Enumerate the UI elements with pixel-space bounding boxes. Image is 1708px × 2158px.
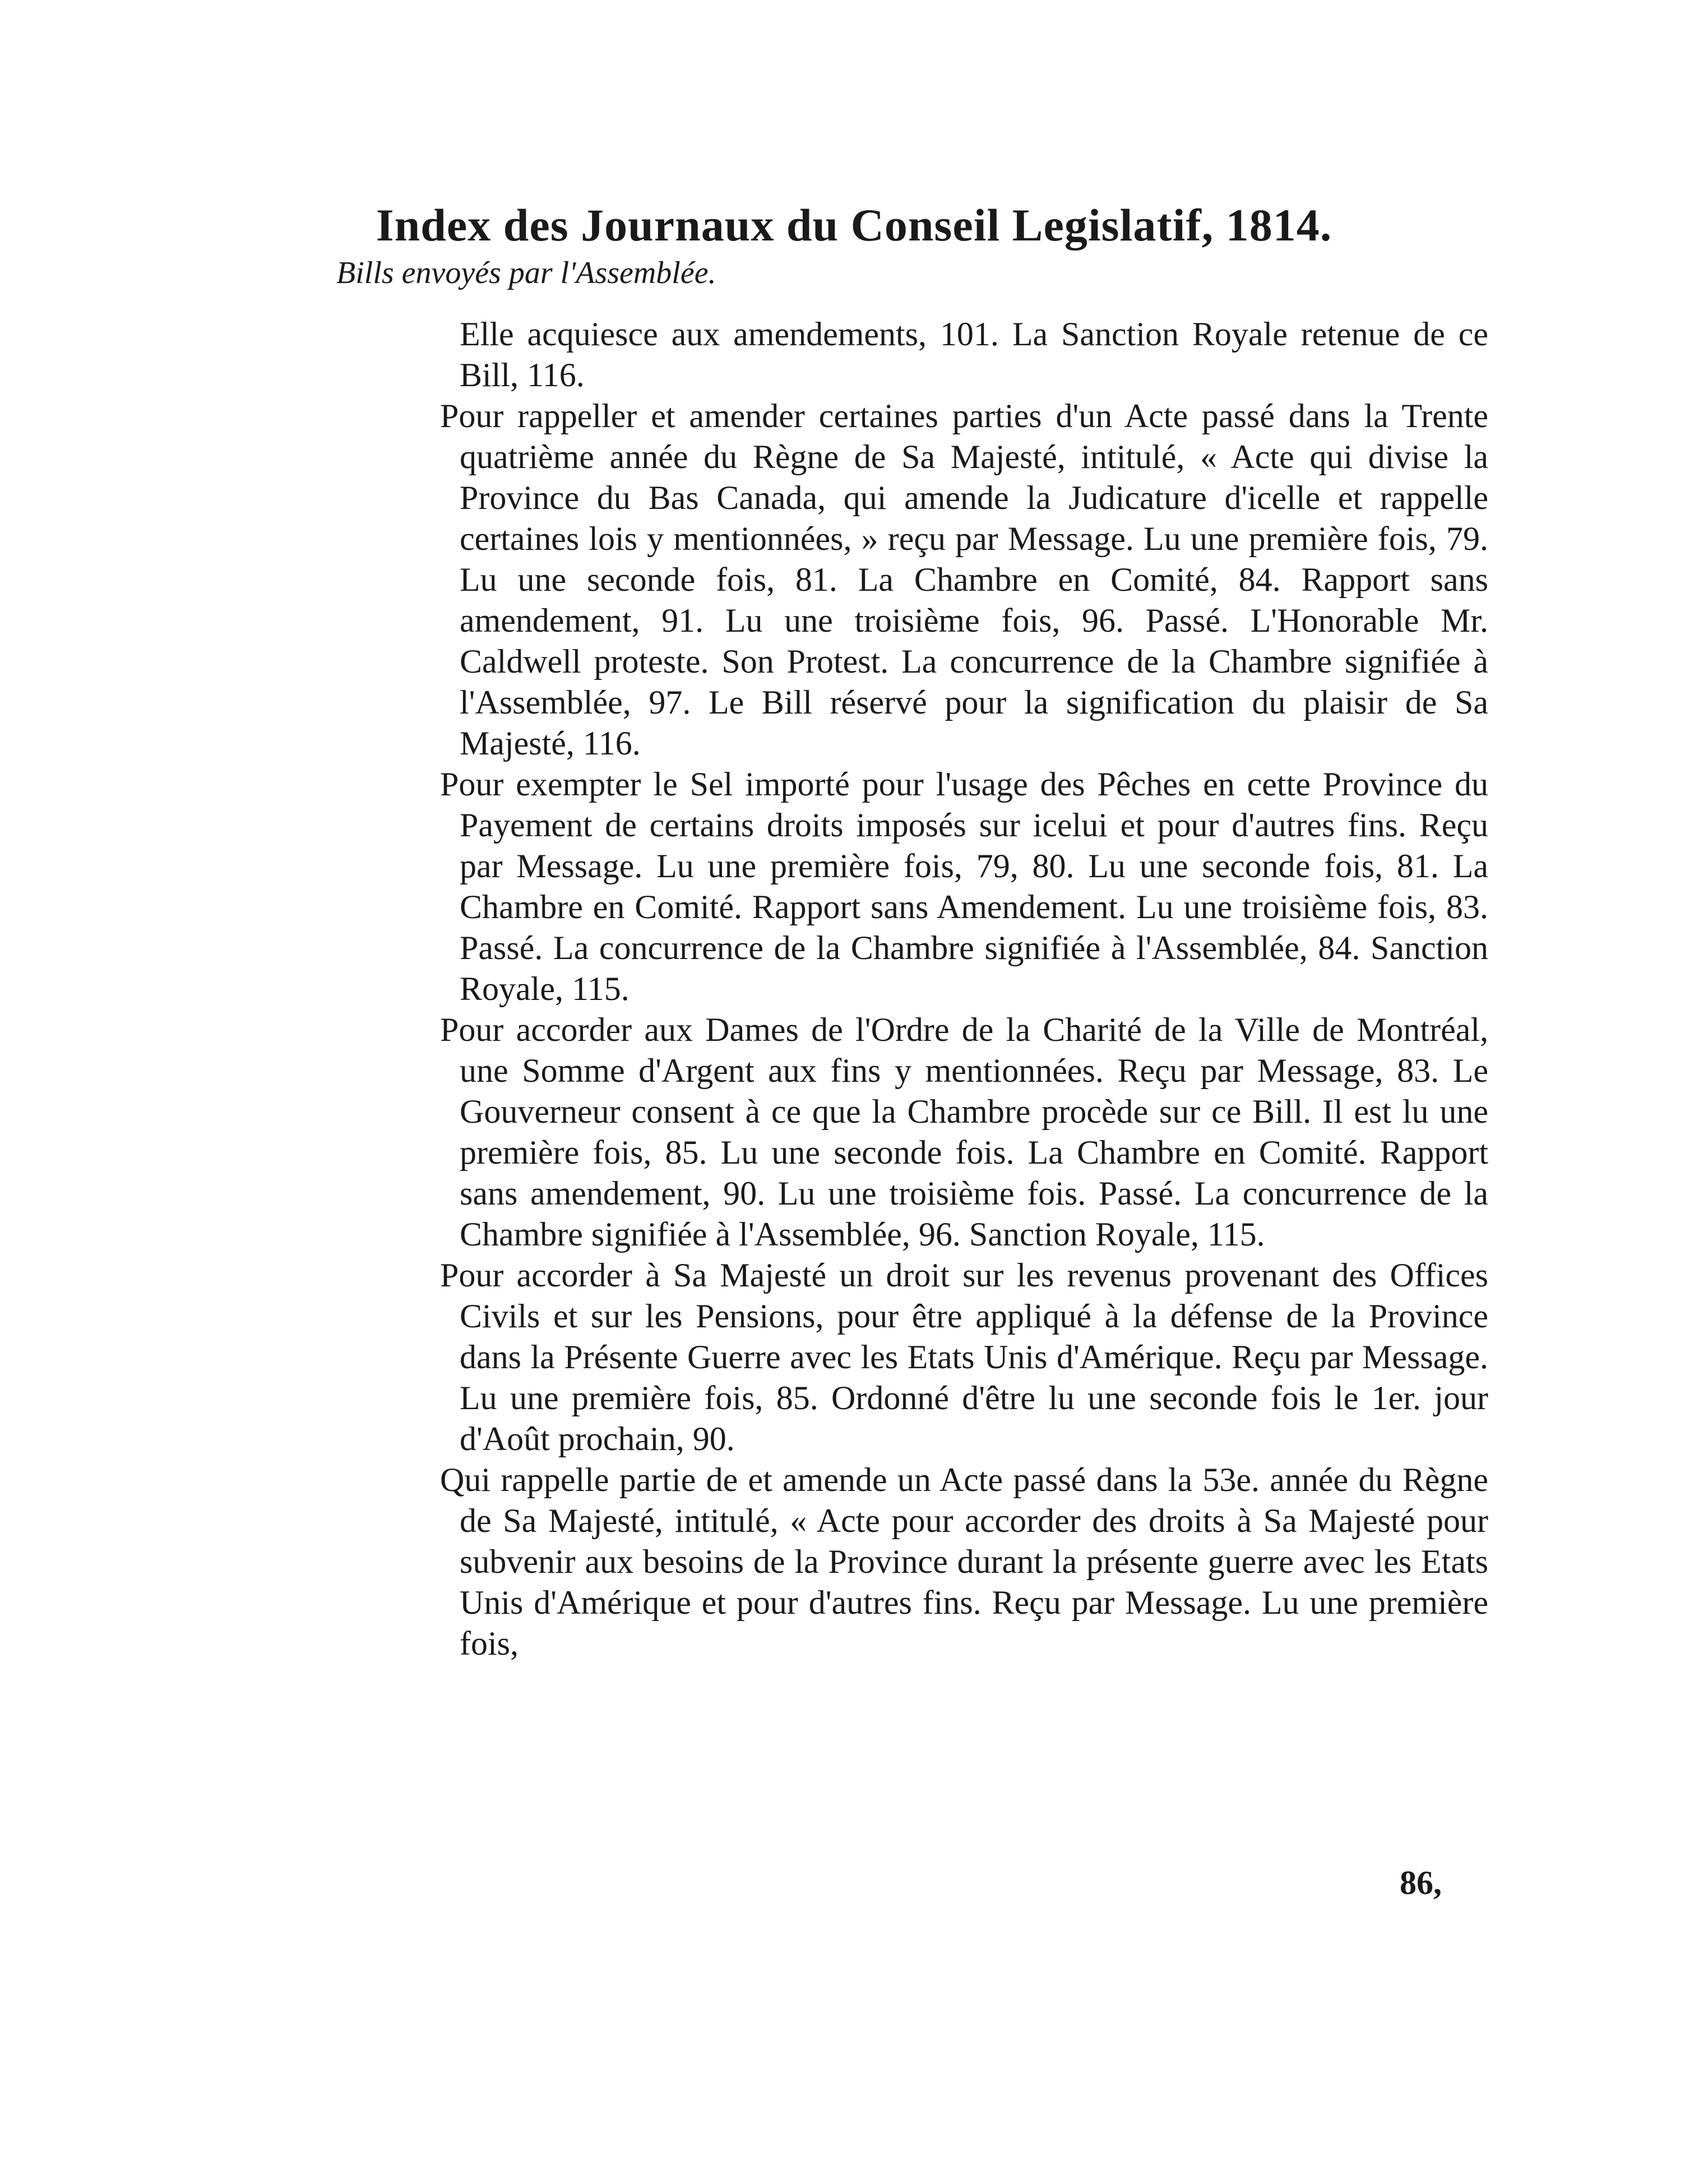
- page-title: Index des Journaux du Conseil Legislatif, 1814.: [376, 199, 1332, 251]
- section-heading: Bills envoyés par l'Assemblée.: [336, 256, 716, 290]
- index-entry: Pour rappeller et amender certaines parties d'un Acte passé dans la Trente quatrième année du Règne de Sa Majesté, intitulé, « Acte qui divise la Province du Bas Canada, qui amende la Judicature d'icelle et rappelle certaines lois y mentionnées, » reçu par Message. Lu une première fois, 79. Lu une seconde fois, 81. La Chambre en Comité, 84. Rapport sans amendement, 91. Lu une troisième fois, 96. Passé. L'Honorable Mr. Caldwell proteste. Son Protest. La concurrence de la Chambre signifiée à l'Assemblée, 97. Le Bill réservé pour la signification du plaisir de Sa Majesté, 116.: [440, 397, 1488, 762]
- index-entry: Pour exempter le Sel importé pour l'usage des Pêches en cette Province du Payement de certains droits imposés sur icelui et pour d'autres fins. Reçu par Message. Lu une première fois, 79, 80. Lu une seconde fois, 81. La Chambre en Comité. Rapport sans Amendement. Lu une troisième fois, 83. Passé. La concurrence de la Chambre signifiée à l'Assemblée, 84. Sanction Royale, 115.: [440, 766, 1488, 1007]
- index-entry: Elle acquiesce aux amendements, 101. La Sanction Royale retenue de ce Bill, 116.: [460, 316, 1488, 393]
- index-entry: Qui rappelle partie de et amende un Acte passé dans la 53e. année du Règne de Sa Majesté, intitulé, « Acte pour accorder des droits à Sa Majesté pour subvenir aux besoins de la Province durant la présente guerre avec les Etats Unis d'Amérique et pour d'autres fins. Reçu par Message. Lu une première fois,: [440, 1461, 1488, 1662]
- index-entry: Pour accorder aux Dames de l'Ordre de la Charité de la Ville de Montréal, une Somme d'Argent aux fins y mentionnées. Reçu par Message, 83. Le Gouverneur consent à ce que la Chambre procède sur ce Bill. Il est lu une première fois, 85. Lu une seconde fois. La Chambre en Comité. Rapport sans amendement, 90. Lu une troisième fois. Passé. La concurrence de la Chambre signifiée à l'Assemblée, 96. Sanction Royale, 115.: [440, 1011, 1488, 1253]
- catchword: 86,: [1400, 1864, 1442, 1901]
- index-body: [440, 314, 1488, 1664]
- index-entry: Pour accorder à Sa Majesté un droit sur les revenus provenant des Offices Civils et sur les Pensions, pour être appliqué à la défense de la Province dans la Présente Guerre avec les Etats Unis d'Amérique. Reçu par Message. Lu une première fois, 85. Ordonné d'être lu une seconde fois le 1er. jour d'Août prochain, 90.: [440, 1257, 1488, 1457]
